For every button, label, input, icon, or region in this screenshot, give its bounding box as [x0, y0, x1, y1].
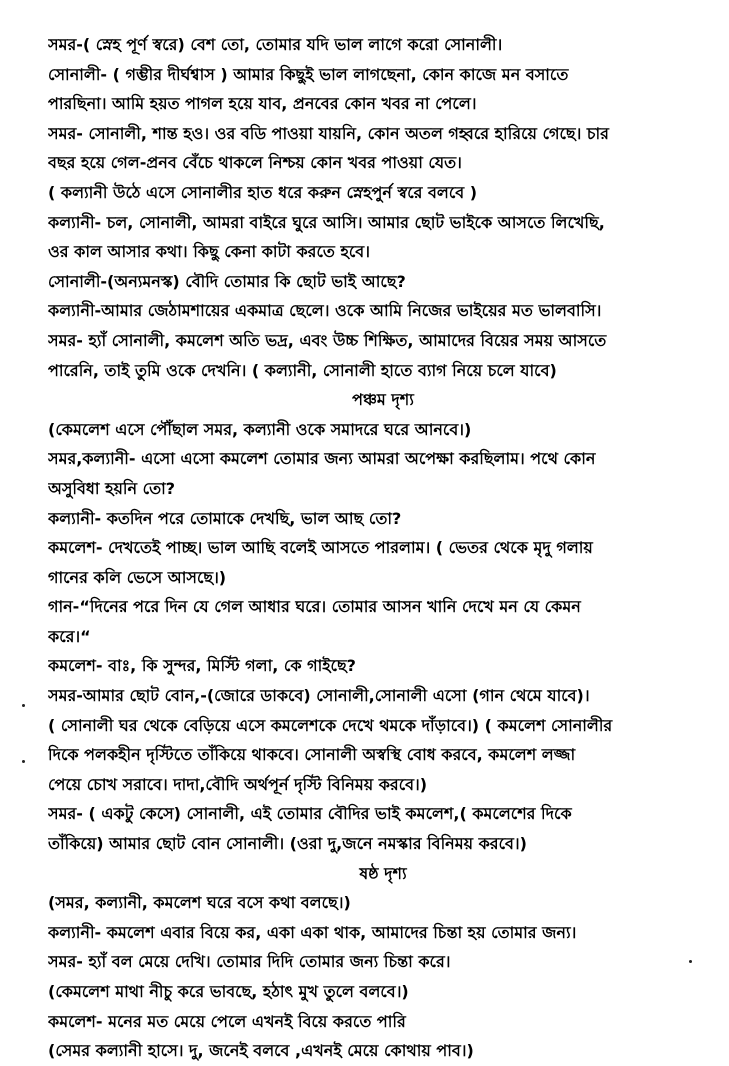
- dialogue-line: ওর কাল আসার কথা। কিছু কেনা কাটা করতে হবে।: [48, 242, 370, 262]
- dialogue-line: কল্যানী- চল, সোনালী, আমরা বাইরে ঘুরে আসি। আমার ছোট ভাইকে আসতে লিখেছি,: [48, 212, 605, 232]
- dialogue-line: সমর- সোনালী, শান্ত হও। ওর বডি পাওয়া যায়নি, কোন অতল গহ্বরে হারিয়ে গেছে। চার: [48, 123, 609, 143]
- dialogue-line: সমর,কল্যানী- এসো এসো কমলেশ তোমার জন্য আমরা অপেক্ষা করছিলাম। পথে কোন: [48, 449, 596, 469]
- stage-direction: ( সোনালী ঘর থেকে বেড়িয়ে এসে কমলেশকে দেখে থমকে দাঁড়াবে।) ( কমলেশ সোনালীর: [48, 715, 613, 735]
- dialogue-line: গানের কলি ভেসে আসছে।): [48, 567, 227, 587]
- scan-speck: [689, 960, 692, 963]
- stage-direction: (কেমলেশ মাথা নীচু করে ভাবছে, হঠাৎ মুখ তুলে বলবে।): [48, 982, 409, 1001]
- song-line: করে।“: [48, 626, 91, 646]
- stage-direction: দিকে পলকহীন দৃস্টিতে তাঁকিয়ে থাকবে। সোনালী অস্বস্থি বোধ করবে, কমলেশ লজ্জা: [48, 745, 576, 765]
- song-line: গান-“দিনের পরে দিন যে গেল আধার ঘরে। তোমার আসন খানি দেখে মন যে কেমন: [48, 597, 581, 617]
- dialogue-line: সোনালী-(অন্যমনস্ক) বৌদি তোমার কি ছোট ভাই আছে?: [48, 271, 406, 291]
- dialogue-line: পারছিনা। আমি হয়ত পাগল হয়ে যাব, প্রনবের কোন খবর না পেলে।: [48, 94, 477, 114]
- stage-direction: (সেমর কল্যানী হাসে। দু, জনেই বলবে ,এখনই মেয়ে কোথায় পাব।): [48, 1041, 474, 1061]
- stage-direction: পেয়ে চোখ সরাবে। দাদা,বৌদি অর্থপূর্ন দৃস্টি বিনিময় করবে।): [48, 774, 428, 794]
- dialogue-line: কমলেশ- বাঃ, কি সুন্দর, মিস্টি গলা, কে গাইছে?: [48, 656, 356, 676]
- dialogue-line: সমর-আমার ছোট বোন,-(জোরে ডাকবে) সোনালী,সোনালী এসো (গান থেমে যাবে)।: [48, 686, 590, 706]
- dialogue-line: তাঁকিয়ে) আমার ছোট বোন সোনালী। (ওরা দু,জনে নমস্কার বিনিময় করবে।): [48, 834, 527, 854]
- script-page: [48, 30, 698, 1066]
- dialogue-line: কল্যানী- কতদিন পরে তোমাকে দেখছি, ভাল আছ তো?: [48, 508, 402, 528]
- dialogue-line: সমর- হ্যাঁ বল মেয়ে দেখি। তোমার দিদি তোমার জন্য চিন্তা করে।: [48, 952, 451, 972]
- dialogue-line: কল্যানী-আমার জেঠামশায়ের একমাত্র ছেলে। ওকে আমি নিজের ভাইয়ের মত ভালবাসি।: [48, 301, 602, 321]
- stage-direction: (কেমলেশ এসে পৌঁছাল সমর, কল্যানী ওকে সমাদরে ঘরে আনবে।): [48, 419, 472, 439]
- dialogue-line: কল্যানী- কমলেশ এবার বিয়ে কর, একা একা থাক, আমাদের চিন্তা হয় তোমার জন্য।: [48, 922, 577, 942]
- dialogue-line: সমর- হ্যাঁ সোনালী, কমলেশ অতি ভদ্র, এবং উচ্চ শিক্ষিত, আমাদের বিয়ের সময় আসতে: [48, 330, 607, 350]
- dialogue-line: সোনালী- ( গম্ভীর দীর্ঘশ্বাস ) আমার কিছুই ভাল লাগছেনা, কোন কাজে মন বসাতে: [48, 64, 569, 84]
- dialogue-line: অসুবিধা হয়নি তো?: [48, 478, 176, 498]
- scan-speck: [22, 760, 25, 763]
- stage-direction: (সমর, কল্যানী, কমলেশ ঘরে বসে কথা বলছে।): [48, 893, 351, 913]
- dialogue-line: সমর- ( একটু কেসে) সোনালী, এই তোমার বৌদির ভাই কমলেশ,( কমলেশের দিকে: [48, 804, 572, 824]
- stage-direction: ( কল্যানী উঠে এসে সোনালীর হাত ধরে করুন স্নেহপুর্ন স্বরে বলবে ): [48, 182, 478, 202]
- dialogue-line: কমলেশ- দেখতেই পাচ্ছ। ভাল আছি বলেই আসতে পারলাম। ( ভেতর থেকে মৃদু গলায়: [48, 538, 593, 558]
- scene-heading: ষষ্ঠ দৃশ্য: [359, 863, 407, 883]
- scan-speck: [22, 704, 25, 707]
- dialogue-line: কমলেশ- মনের মত মেয়ে পেলে এখনই বিয়ে করতে পারি: [48, 1011, 406, 1031]
- dialogue-line: পারেনি, তাই তুমি ওকে দেখনি। ( কল্যানী, সোনালী হাতে ব্যাগ নিয়ে চলে যাবে): [48, 360, 557, 380]
- dialogue-line: সমর-( স্নেহ পূর্ণ স্বরে) বেশ তো, তোমার যদি ভাল লাগে করো সোনালী।: [48, 35, 503, 54]
- dialogue-line: বছর হয়ে গেল-প্রনব বেঁচে থাকলে নিশ্চয় কোন খবর পাওয়া যেত।: [48, 153, 462, 173]
- scene-heading: পঞ্চম দৃশ্য: [352, 390, 414, 410]
